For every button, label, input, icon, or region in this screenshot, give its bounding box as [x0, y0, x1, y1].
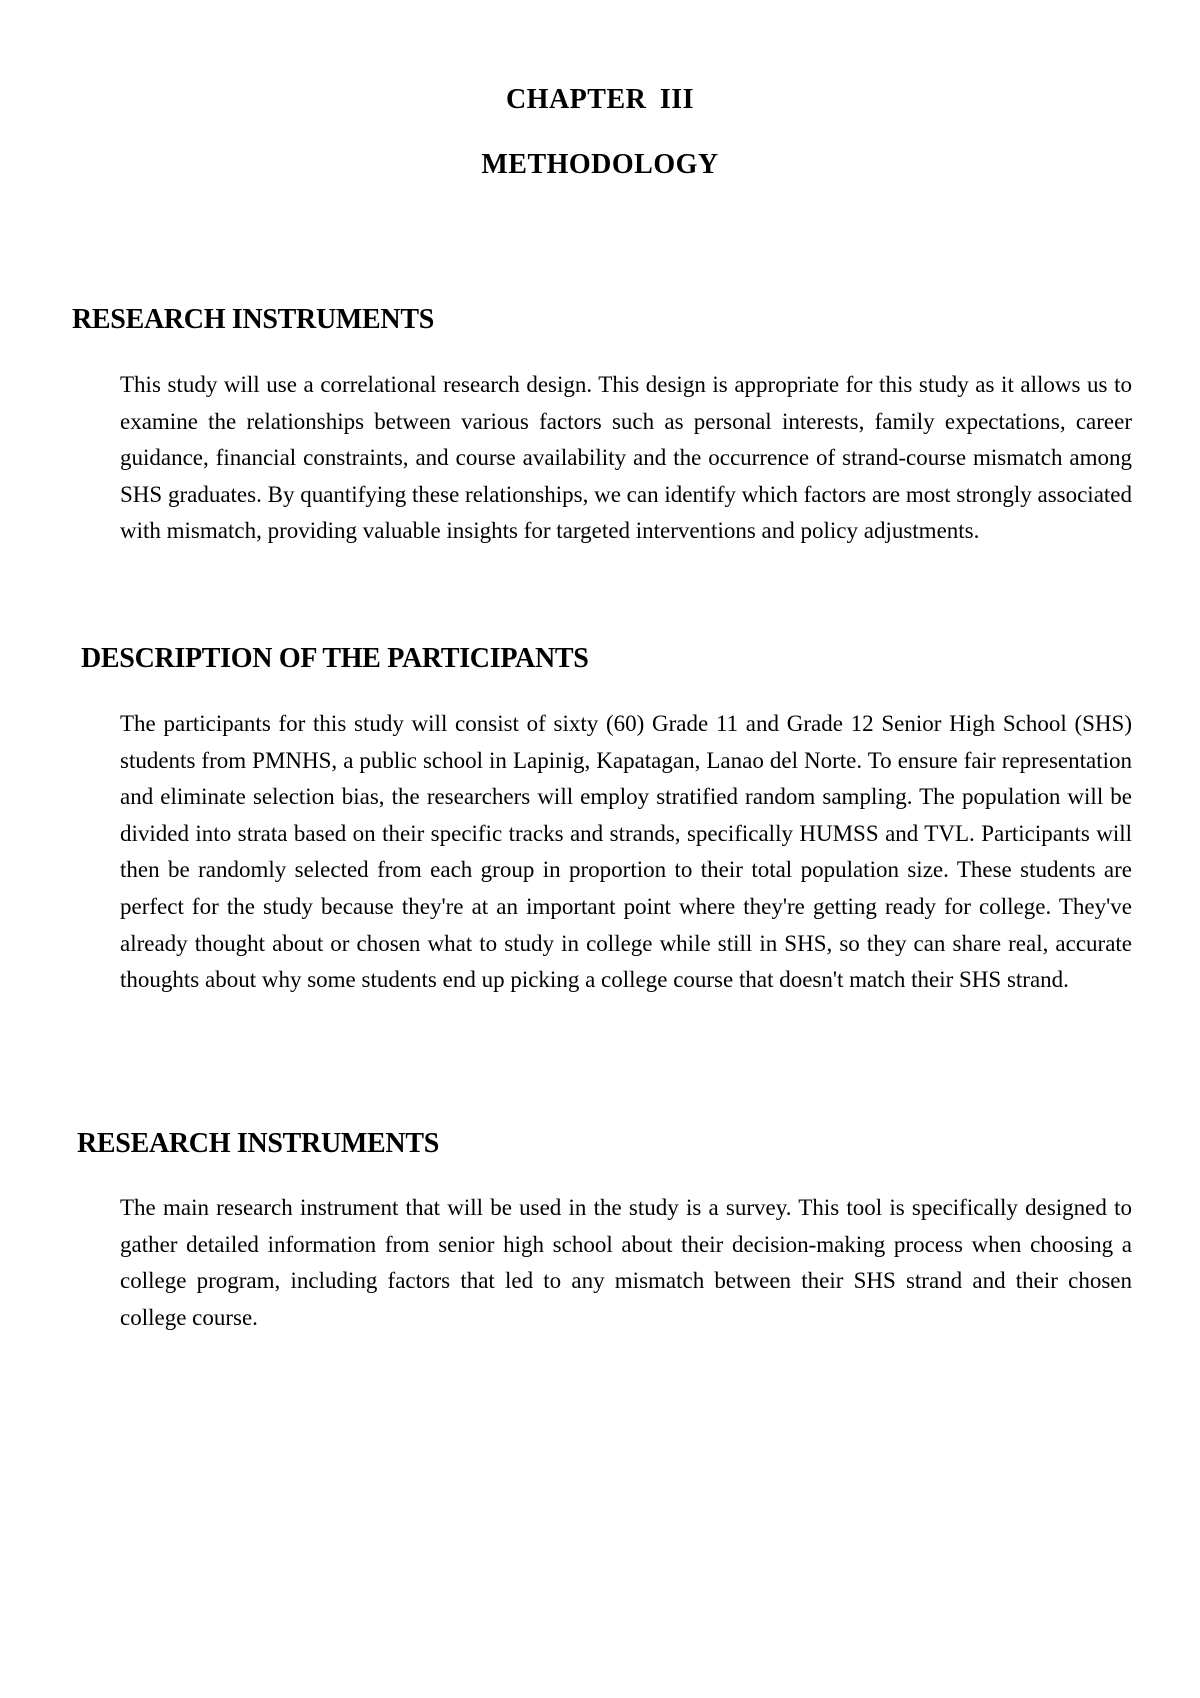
section-paragraph-participants: The participants for this study will consist of sixty (60) Grade 11 and Grade 12 Senior High School (SHS) students from PMNHS, a public school in Lapinig, Kapatagan, Lanao del Norte. To ensure fair representation and eliminate selection bias, the researchers will employ stratified random sampling. The population will be divided into strata based on their specific tracks and strands, specifically HUMSS and TVL. Participants will then be randomly selected from each group in proportion to their total population size. These students are perfect for the study because they're at an important point where they're getting ready for college. They've already thought about or chosen what to study in college while still in SHS, so they can share real, accurate thoughts about why some students end up picking a college course that doesn't match their SHS strand. [120, 711, 1132, 993]
section-heading-research-instruments: RESEARCH INSTRUMENTS [77, 1128, 439, 1159]
section-paragraph-instruments: The main research instrument that will be used in the study is a survey. This tool is specifically designed to gather detailed information from senior high school about their decision-making process when choosing a college program, including factors that led to any mismatch between their SHS strand and their chosen college course. [120, 1195, 1132, 1330]
chapter-title: METHODOLOGY [481, 149, 719, 180]
section-heading-description-of-participants: DESCRIPTION OF THE PARTICIPANTS [81, 643, 589, 674]
section-heading-research-instruments-design: RESEARCH INSTRUMENTS [72, 304, 434, 335]
section-paragraph-research-design: This study will use a correlational research design. This design is appropriate for this study as it allows us to examine the relationships between various factors such as personal interests, family expectations, career guidance, financial constraints, and course availability and the occurrence of strand-course mismatch among SHS graduates. By quantifying these relationships, we can identify which factors are most strongly associated with mismatch, providing valuable insights for targeted interventions and policy adjustments. [120, 372, 1132, 544]
chapter-label: CHAPTER III [505, 84, 695, 115]
